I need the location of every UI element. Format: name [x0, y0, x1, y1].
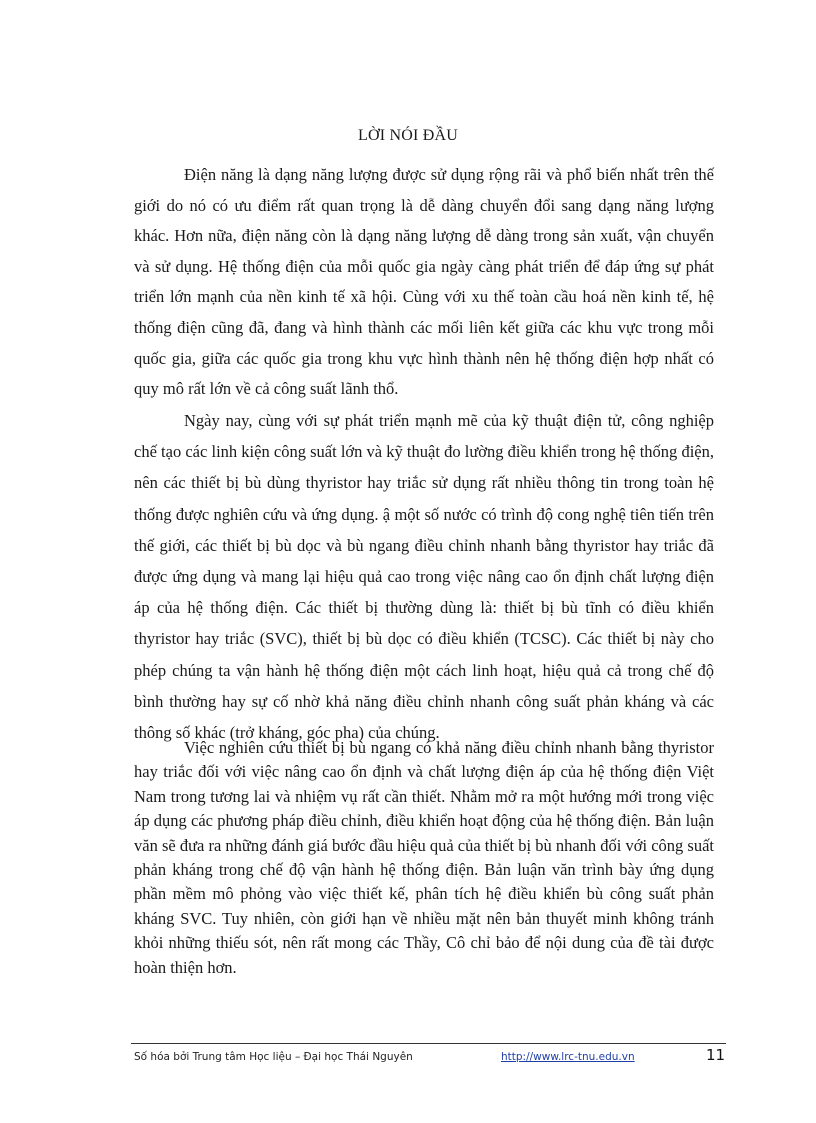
page-title: LỜI NÓI ĐẦU [358, 127, 458, 144]
paragraph-intro: Điện năng là dạng năng lượng được sử dụng rộng rãi và phổ biến nhất trên thế giới do nó có ưu điểm rất quan trọng là dễ dàng chuyển đổi sang dạng năng lượng khác. Hơn nữa, điện năng còn là dạng năng lượng dễ dàng trong sản xuất, vận chuyển và sử dụng. Hệ thống điện của mỗi quốc gia ngày càng phát triển để đáp ứng sự phát triển lớn mạnh của nền kinh tế xã hội. Cùng với xu thế toàn cầu hoá nền kinh tế, hệ thống điện cũng đã, đang và hình thành các mối liên kết giữa các khu vực trong mỗi quốc gia, giữa các quốc gia trong khu vực hình thành nên hệ thống điện hợp nhất có quy mô rất lớn về cả công suất lãnh thổ. [134, 165, 714, 399]
paragraph-research: Việc nghiên cứu thiết bị bù ngang có khả năng điều chỉnh nhanh bằng thyristor hay triắc đối với việc nâng cao ổn định và chất lượng điện áp của hệ thống điện Việt Nam trong tương lai và nhiệm vụ rất cần thiết. Nhằm mở ra một hướng mới trong việc áp dụng các phương pháp điều chỉnh, điều khiển hoạt động của hệ thống điện. Bản luận văn sẽ đưa ra những đánh giá bước đầu hiệu quả của thiết bị bù nhanh đối với công suất phản kháng trong chế độ vận hành hệ thống điện. Bản luận văn trình bày ứng dụng phần mềm mô phỏng vào việc thiết kế, phân tích hệ điều khiển bù công suất phản kháng SVC. Tuy nhiên, còn giới hạn về nhiều mặt nên bản thuyết minh không tránh khỏi những thiếu sót, nên rất mong các Thầy, Cô chỉ bảo để nội dung của đề tài được hoàn thiện hơn. [134, 738, 714, 977]
footer-divider [131, 1043, 726, 1044]
paragraph-technology: Ngày nay, cùng với sự phát triển mạnh mẽ của kỹ thuật điện tử, công nghiệp chế tạo các linh kiện công suất lớn và kỹ thuật đo lường điều khiển trong hệ thống điện, nên các thiết bị bù dùng thyristor hay triắc sử dụng rất nhiều thông tin trong toàn hệ thống được nghiên cứu và ứng dụng. ậ một số nước có trình độ cong nghệ tiên tiến trên thế giới, các thiết bị bù dọc và bù ngang điều chỉnh nhanh bằng thyristor hay triắc đã được ứng dụng và mang lại hiệu quả cao trong việc nâng cao ổn định chất lượng điện áp của hệ thống điện. Các thiết bị thường dùng là: thiết bị bù tĩnh có điều khiển thyristor hay triắc (SVC), thiết bị bù dọc có điều khiển (TCSC). Các thiết bị này cho phép chúng ta vận hành hệ thống điện một cách linh hoạt, hiệu quả cả trong chế độ bình thường hay sự cố nhờ khả năng điều chỉnh nhanh công suất phản kháng và các thông số khác (trở kháng, góc pha) của chúng. [134, 411, 714, 743]
footer-website-link[interactable]: http://www.lrc-tnu.edu.vn [501, 1051, 635, 1063]
page-number: 11 [706, 1046, 726, 1064]
footer-source-text: Số hóa bởi Trung tâm Học liệu – Đại học Thái Nguyên [134, 1051, 413, 1063]
